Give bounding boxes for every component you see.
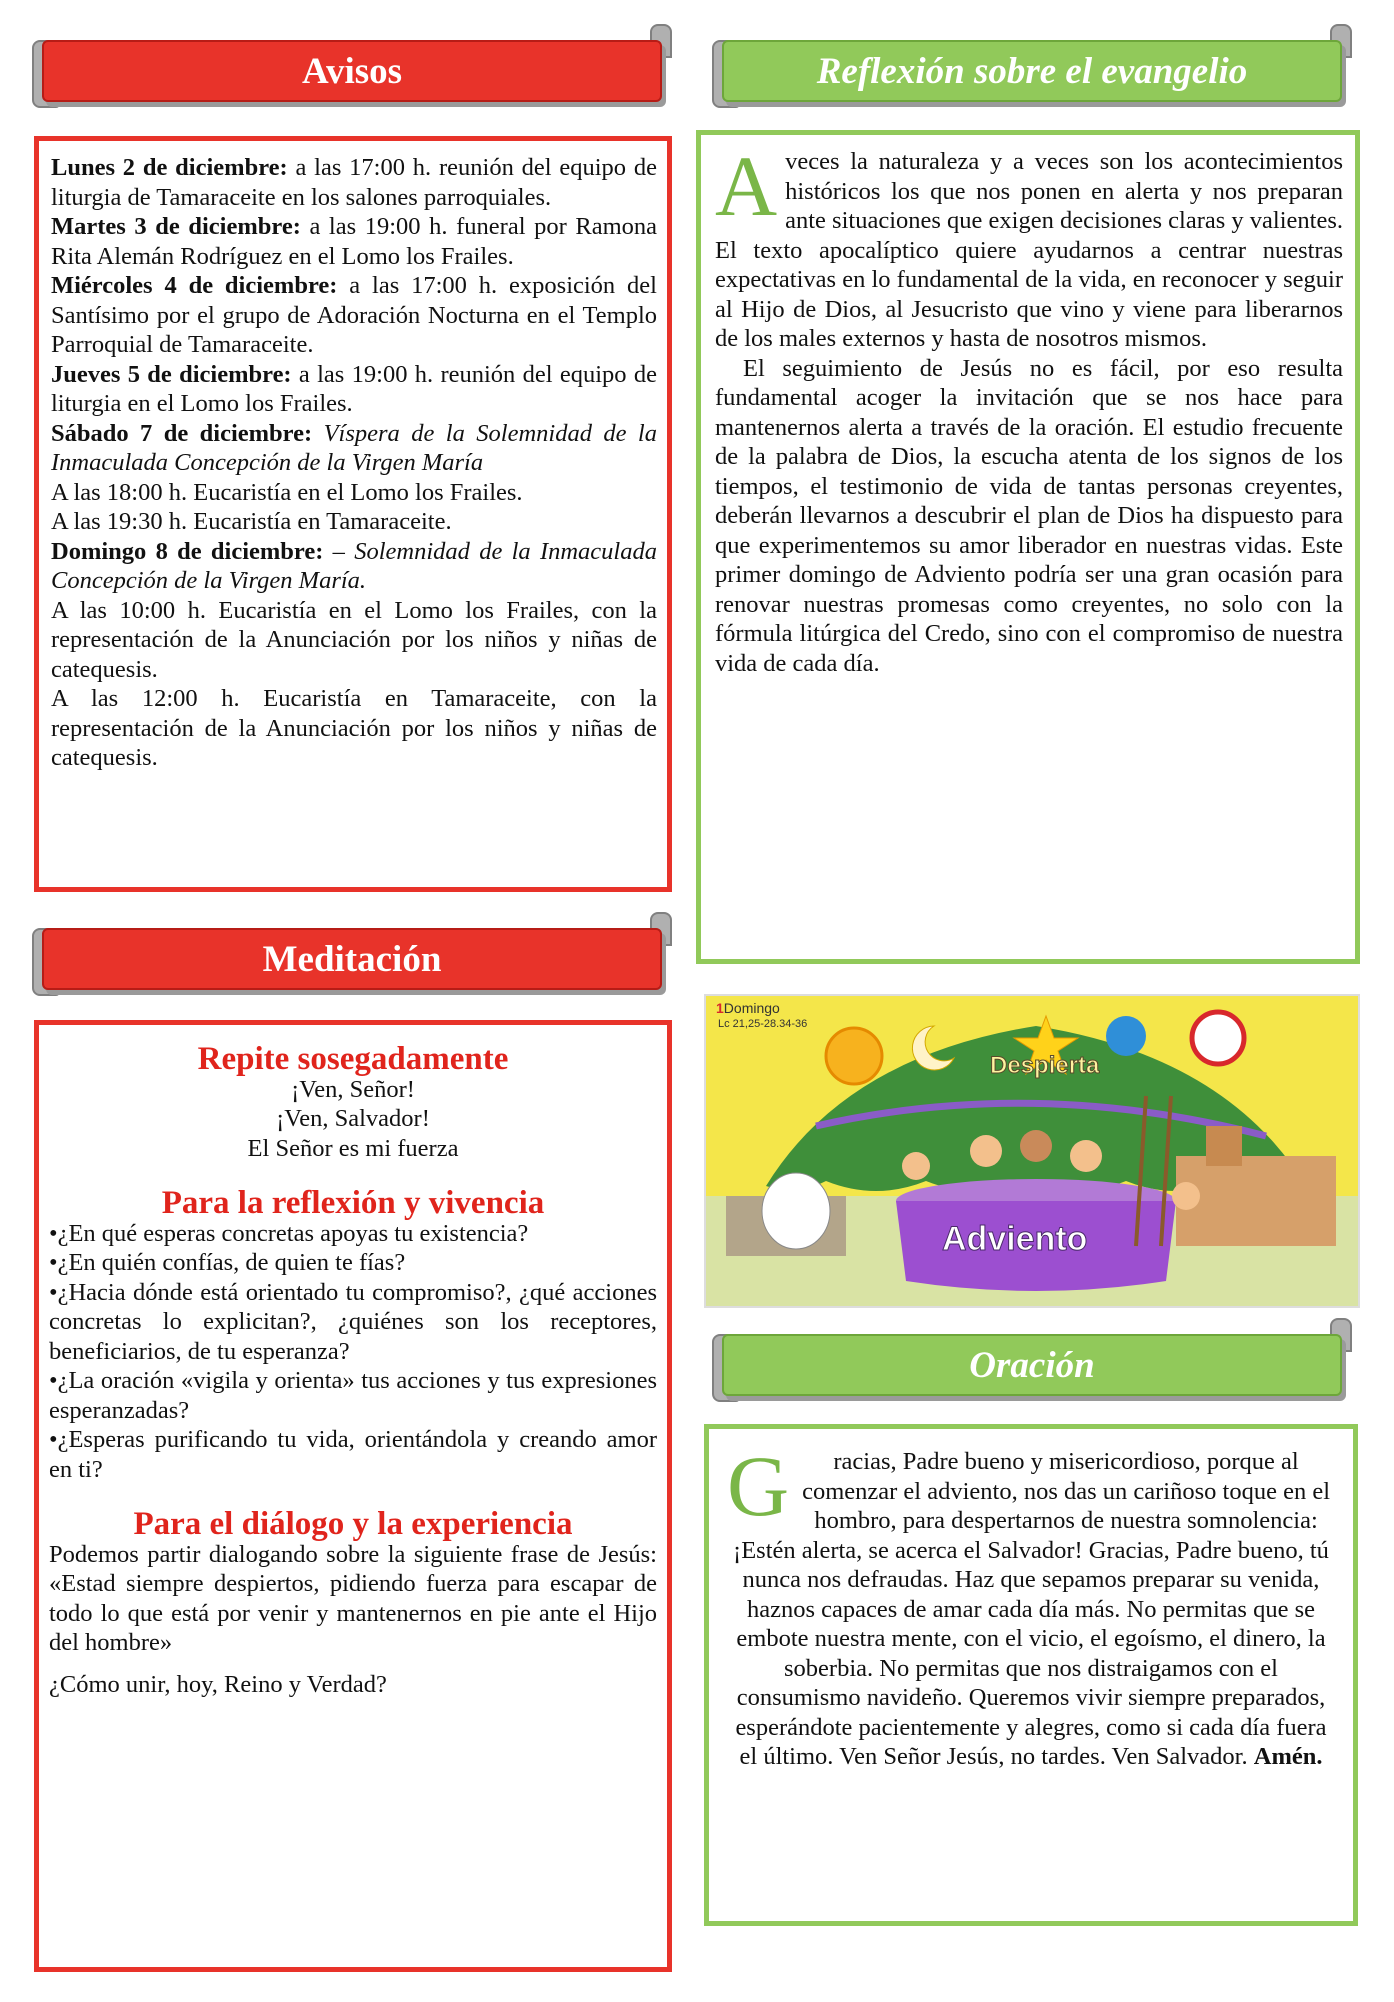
repite-heading: Repite sosegadamente xyxy=(197,1041,509,1077)
oracion-banner xyxy=(712,1328,1352,1392)
aviso-item: Jueves 5 de diciembre: a las 19:00 h. reunión del equipo de liturgia en el Lomo los Frailes. xyxy=(51,360,657,417)
aviso-item: Lunes 2 de diciembre: a las 17:00 h. reunión del equipo de liturgia de Tamaraceite en los salones parroquiales. xyxy=(51,154,657,211)
reflexion-dropcap: A xyxy=(715,138,778,234)
dialogo-heading: Para el diálogo y la experiencia xyxy=(133,1506,573,1542)
reflexion-bullet: •¿En qué esperas concretas apoyas tu existencia? xyxy=(49,1219,529,1247)
repite-line: El Señor es mi fuerza xyxy=(247,1134,459,1162)
aviso-item: Martes 3 de diciembre: a las 19:00 h. funeral por Ramona Rita Alemán Rodríguez en el Lomo los Frailes. xyxy=(51,213,657,270)
reflexion-bullet: •¿Hacia dónde está orientado tu compromiso?, ¿qué acciones concretas lo explicitan?, ¿quiénes son los receptores, beneficiarios, de tu esperanza? xyxy=(49,1278,657,1365)
reflexion-bullet: •¿Esperas purificando tu vida, orientándola y creando amor en ti? xyxy=(49,1426,657,1483)
despierta-label: Despierta xyxy=(990,1052,1100,1079)
reference-text: Lc 21,25-28.34-36 xyxy=(718,1018,808,1030)
meditacion-banner xyxy=(32,922,672,986)
aviso-line: A las 12:00 h. Eucaristía en Tamaraceite, con la representación de la Anunciación por los niños y niñas de catequesis. xyxy=(51,685,657,771)
avisos-banner xyxy=(32,34,672,98)
aviso-line: A las 10:00 h. Eucaristía en el Lomo los Frailes, con la representación de la Anunciación por los niños y niñas de catequesis. xyxy=(51,596,657,683)
oracion-title: Oración xyxy=(969,1344,1095,1386)
adviento-label: Adviento xyxy=(942,1220,1088,1258)
aviso-item: Sábado 7 de diciembre: Víspera de la Solemnidad de la Inmaculada Concepción de la Virgen María xyxy=(51,419,657,476)
reflexion-p2: El seguimiento de Jesús no es fácil, por eso resulta fundamental acoger la invitación que se nos hace para mantenernos alerta a través de la oración. El estudio frecuente de la palabra de Dios, la escucha atenta de los signos de los tiempos, el testimonio de vida de tantas personas creyentes, deberán llevarnos a descubrir el plan de Dios ha dispuesto para que experimentemos su amor liberador en nuestras vidas. Este primer domingo de Adviento podría ser una gran ocasión para renovar nuestras promesas como creyentes, no solo con la fórmula litúrgica del Credo, sino con el compromiso de nuestra vida de cada día. xyxy=(715,354,1343,677)
aviso-line: A las 18:00 h. Eucaristía en el Lomo los Frailes. xyxy=(51,478,523,506)
reflexion-p1: Aveces la naturaleza y a veces son los acontecimientos históricos los que nos ponen en alerta y nos preparan ante situaciones que exigen decisiones claras y valientes. El texto apocalíptico quiere ayudarnos a centrar nuestras expectativas en lo fundamental de la vida, en reconocer y seguir al Hijo de Dios, al Jesucristo que vino y viene para liberarnos de los males externos y hasta de nosotros mismos. xyxy=(715,138,1343,352)
avisos-title: Avisos xyxy=(301,50,403,92)
reflexion-bullet: •¿La oración «vigila y orienta» tus acciones y tus expresiones esperanzadas? xyxy=(49,1367,657,1424)
amen: Amén. xyxy=(1253,1743,1323,1770)
domingo-tag: 1Domingo xyxy=(716,1000,780,1016)
repite-line: ¡Ven, Señor! xyxy=(291,1075,415,1103)
aviso-item: Domingo 8 de diciembre: – Solemnidad de la Inmaculada Concepción de la Virgen María. xyxy=(51,537,657,594)
oracion-box xyxy=(704,1424,1358,1926)
illustration-art xyxy=(706,996,1358,1306)
dialogo-text: Podemos partir dialogando sobre la siguiente frase de Jesús: «Estad siempre despiertos, pidiendo fuerza para escapar de todo lo que está por venir y mantenernos en pie ante el Hijo del hombre» xyxy=(49,1540,657,1656)
oracion-text: G racias, Padre bueno y misericordioso, porque al comenzar el adviento, nos das un cariñoso toque en el hombro, para despertarnos de nuestra somnolencia: ¡Estén alerta, se acerca el Salvador! Gracias, Padre bueno, tú nunca nos defraudas. Haz que sepamos preparar su venida, haznos capaces de amar cada día más. No permitas que se embote nuestra mente, con el vicio, el egoísmo, el dinero, la soberbia. No permitas que nos distraigamos con el consumismo navideño. Queremos vivir siempre preparados, esperándote pacientemente y alegres, como si cada día fuera el último. Ven Señor Jesús, no tardes. Ven Salvador. Amén. xyxy=(727,1438,1331,1770)
reflexion-banner xyxy=(712,34,1352,98)
meditacion-box xyxy=(34,1020,672,1972)
aviso-line: A las 19:30 h. Eucaristía en Tamaraceite. xyxy=(51,508,452,535)
repite-line: ¡Ven, Salvador! xyxy=(276,1105,430,1132)
oracion-dropcap: G xyxy=(727,1438,790,1534)
avisos-box xyxy=(34,136,672,892)
dialogo-question: ¿Cómo unir, hoy, Reino y Verdad? xyxy=(49,1670,387,1698)
aviso-item: Miércoles 4 de diciembre: a las 17:00 h. exposición del Santísimo por el grupo de Adoración Nocturna en el Templo Parroquial de Tamaraceite. xyxy=(51,272,657,358)
adviento-illustration xyxy=(704,994,1360,1308)
reflexion-title: Reflexión sobre el evangelio xyxy=(816,50,1248,92)
meditacion-title: Meditación xyxy=(262,938,442,980)
reflexion-box xyxy=(696,130,1360,964)
reflexion-bullet: •¿En quién confías, de quien te fías? xyxy=(49,1249,406,1276)
reflexion-heading: Para la reflexión y vivencia xyxy=(161,1185,545,1221)
